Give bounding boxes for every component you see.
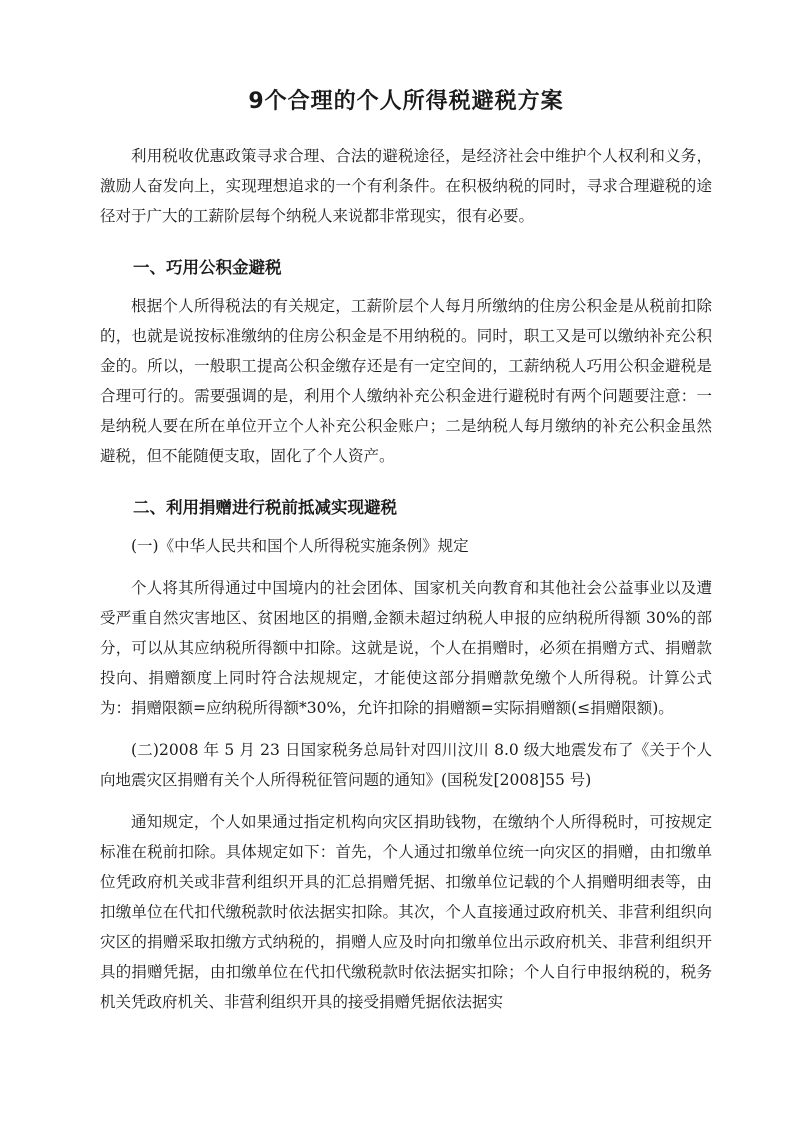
housing-fund-paragraph: 根据个人所得税法的有关规定，工薪阶层个人每月所缴纳的住房公积金是从税前扣除的，也就是说按标准缴纳的住房公积金是不用纳税的。同时，职工又是可以缴纳补充公积金的。所以，一般职工提高公积金缴存还是有一定空间的，工薪纳税人巧用公积金避税是合理可行的。需要强调的是，利用个人缴纳补充公积金进行避税时有两个问题要注意：一是纳税人要在所在单位开立个人补充公积金账户；二是纳税人每月缴纳的补充公积金虽然避税，但不能随便支取，固化了个人资产。 bbox=[100, 297, 712, 465]
donation-regulation-paragraph: 个人将其所得通过中国境内的社会团体、国家机关向教育和其他社会公益事业以及遭受严重自然灾害地区、贫困地区的捐赠,金额未超过纳税人申报的应纳税所得额 30%的部分，可以从其应纳税所得额中扣除。这就是说，个人在捐赠时，必须在捐赠方式、捐赠款投向、捐赠额度上同时符合法规规定，才能使这部分捐赠款免缴个人所得税。计算公式为：捐赠限额=应纳税所得额*30%，允许扣除的捐赠额=实际捐赠额(≤捐赠限额)。 bbox=[100, 579, 712, 717]
document-title: 9个合理的个人所得税避税方案 bbox=[248, 89, 564, 114]
section-heading-donation: 二、利用捐赠进行税前抵减实现避税 bbox=[133, 498, 397, 517]
donation-notice-paragraph: 通知规定，个人如果通过指定机构向灾区捐助钱物，在缴纳个人所得税时，可按规定标准在税前扣除。具体规定如下：首先，个人通过扣缴单位统一向灾区的捐赠，由扣缴单位凭政府机关或非营利组织开具的汇总捐赠凭据、扣缴单位记载的个人捐赠明细表等，由扣缴单位在代扣代缴税款时依法据实扣除。其次，个人直接通过政府机关、非营利组织向灾区的捐赠采取扣缴方式纳税的，捐赠人应及时向扣缴单位出示政府机关、非营利组织开具的捐赠凭据，由扣缴单位在代扣代缴税款时依法据实扣除；个人自行申报纳税的，税务机关凭政府机关、非营利组织开具的接受捐赠凭据依法据实 bbox=[100, 813, 712, 1011]
donation-subheading-notice: (二)2008 年 5 月 23 日国家税务总局针对四川汶川 8.0 级大地震发布了《关于个人向地震灾区捐赠有关个人所得税征管问题的通知》(国税发[2008]55 号) bbox=[100, 741, 712, 789]
section-heading-housing-fund: 一、巧用公积金避税 bbox=[133, 258, 282, 277]
donation-subheading-regulation: (一)《中华人民共和国个人所得税实施条例》规定 bbox=[131, 537, 469, 555]
intro-paragraph: 利用税收优惠政策寻求合理、合法的避税途径，是经济社会中维护个人权利和义务，激励人奋发向上，实现理想追求的一个有利条件。在积极纳税的同时，寻求合理避税的途径对于广大的工薪阶层每个纳税人来说都非常现实，很有必要。 bbox=[100, 147, 712, 225]
